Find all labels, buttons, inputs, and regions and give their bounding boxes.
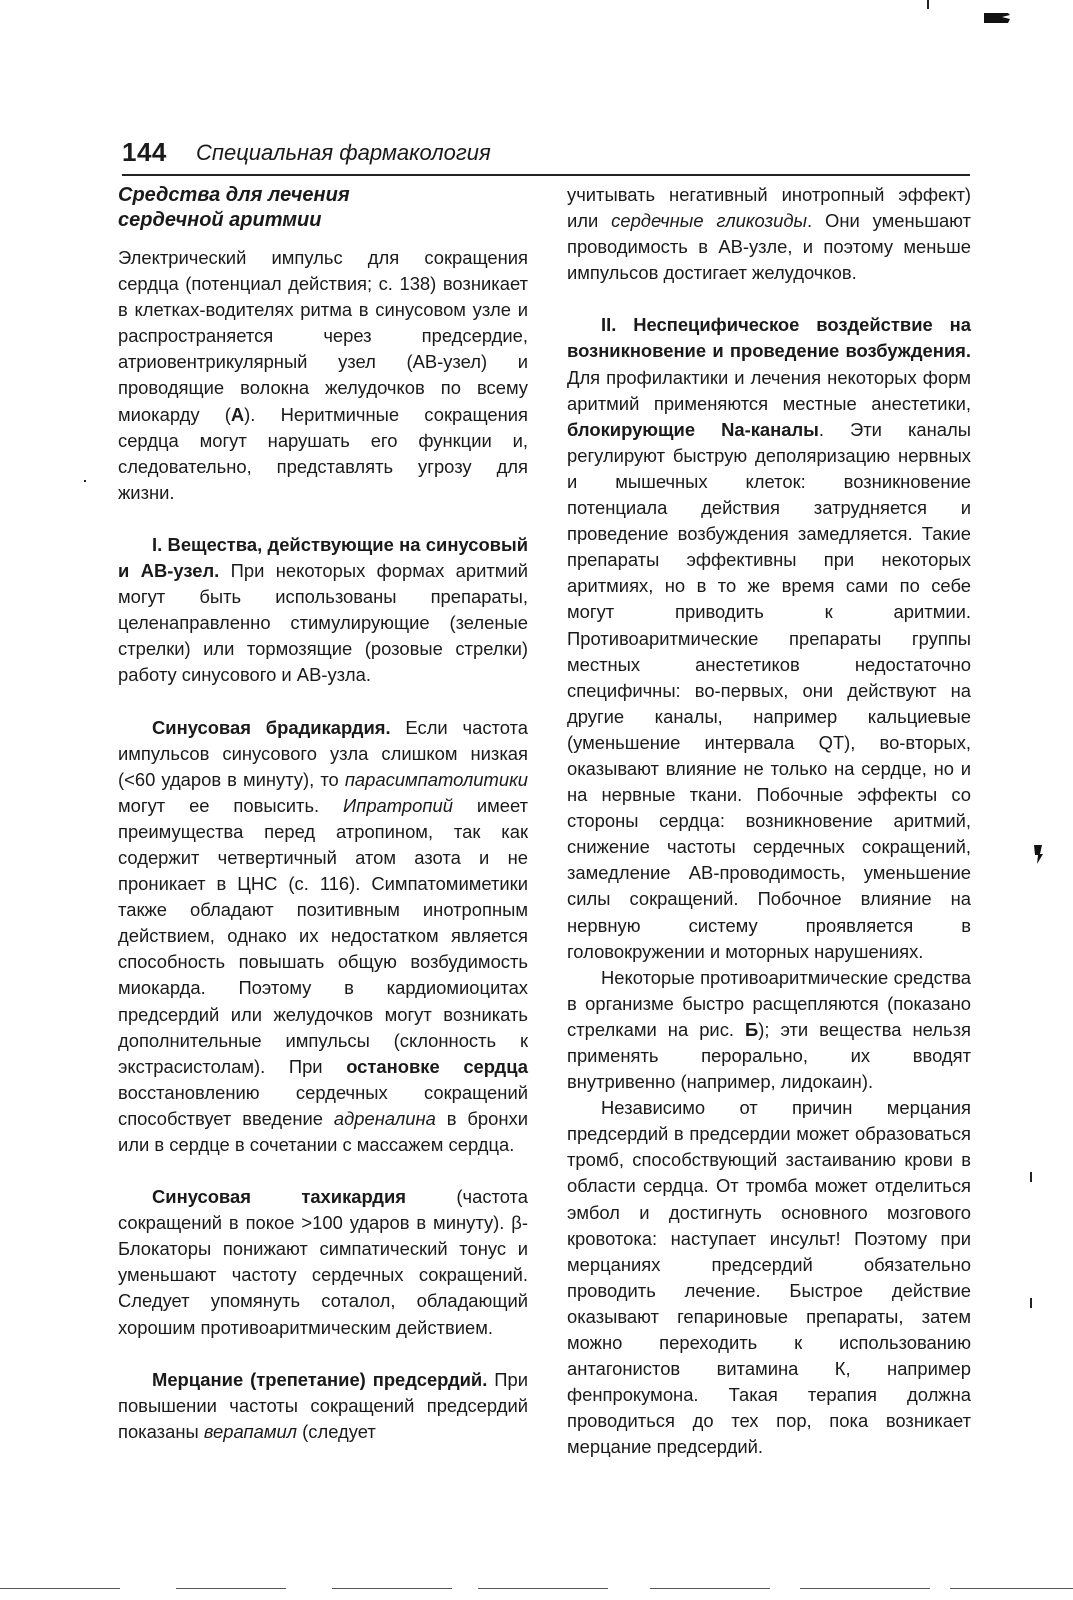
paragraph-bradycardia: Синусовая брадикардия. Если частота импульсов синусового узла слишком низкая (<60 ударов в минуту), то парасимпатолитики могут ее повысить. Ипратропий имеет преимущества перед атропином, так как содержит четвертичный атом азота и не проникает в ЦНС (с. 116). Симпатомиметики также обладают позитивным инотропным действием, однако их недостатком является способность повышать общую возбудимость миокарда. Поэтому в кардиомиоцитах предсердий или желудочков могут возникать дополнительные импульсы (склонность к экстрасистолам). При остановке сердца восстановлению сердечных сокращений способствует введение адреналина в бронхи или в сердце в сочетании с массажем сердца.: [118, 716, 529, 1155]
paragraph-nonspecific: II. Неспецифическое воздействие на возникновение и проведение возбуждения. Для профилактики и лечения некоторых форм аритмий применяются местные анестетики, блокирующие Na-каналы. Эти каналы регулируют быструю деполяризацию нервных и мышечных клеток: возникновение потенциала действия затрудняется и проведение возбуждения замедляется. Такие препараты эффективны при некоторых аритмиях, но в то же время сами по себе могут приводить к аритмии. Противоаритмические препараты группы местных анестетиков недостаточно специфичны: во-первых, они действуют на другие каналы, например кальциевые (уменьшение интервала QT), во-вторых, оказывают влияние не только на сердце, но и на нервные ткани. Побочные эффекты со стороны сердца: возникновение аритмий, снижение частоты сердечных сокращений, замедление АВ-проводимость, уменьшение силы сокращений. Побочное влияние на нервную систему проявляется в головокружении и моторных нарушениях.: [567, 314, 971, 962]
paragraph-heading: Синусовая тахикардия: [152, 1186, 407, 1208]
paragraph-atrial-fibrillation: Мерцание (трепетание) предсердий. При повышении частоты сокращений предсердий показаны верапамил (следует: [118, 1368, 528, 1442]
footer-line: [0, 1588, 120, 1589]
paragraph-continued: учитывать негативный инотропный эффект) или сердечные гликозиды. Они уменьшают проводимость в АВ-узле, и поэтому меньше импульсов достигает желудочков.: [567, 184, 971, 284]
corner-tick-mark: [927, 0, 929, 9]
paragraph-thrombus: Независимо от причин мерцания предсердий в предсердии может образоваться тромб, способствующий застаиванию крови в области сердца. От тромба может отделиться эмбол и достигнуть основного мозгового кровотока: наступает инсульт! Поэтому при мерцаниях предсердий обязательно проводить лечение. Быстрое действие оказывают гепариновые препараты, затем можно переходить к использованию антагонистов витамина К, например фенпрокумона. Такая терапия должна проводиться до тех пор, пока возникает мерцание предсердий.: [567, 1097, 971, 1458]
footer-line: [800, 1588, 930, 1589]
figure-ref-b: Б: [745, 1018, 759, 1040]
figure-ref-a: А: [230, 403, 245, 425]
footer-line: [332, 1588, 452, 1589]
paragraph-intro: Электрический импульс для сокращения сердца (потенциал действия; с. 138) возникает в клетках-водителях ритма в синусовом узле и распространяется через предсердие, атриовентрикулярный узел (АВ-узел) и проводящие волокна желудочков по всему миокарду (А). Неритмичные сокращения сердца могут нарушать его функции и, следовательно, представлять угрозу для жизни.: [118, 247, 528, 503]
paragraph-sinus-av: I. Вещества, действующие на синусовый и АВ-узел. При некоторых формах аритмий могут быть использованы препараты, целенаправленно стимулирующие (зеленые стрелки) или тормозящие (розовые стрелки) работу синусового и АВ-узла.: [118, 533, 528, 686]
footer-line: [950, 1588, 1073, 1589]
running-title: Специальная фармакология: [196, 140, 491, 165]
margin-tick: [1030, 1172, 1032, 1182]
section-title-line-1: Средства для лечения: [118, 184, 350, 206]
paragraph-heading: Синусовая брадикардия.: [152, 716, 391, 738]
paragraph-heading: II. Неспецифическое воздействие на возникновение и проведение возбуждения.: [567, 314, 971, 362]
left-column: [118, 183, 528, 1445]
margin-ink-mark: [1030, 842, 1046, 866]
corner-scan-mark: [982, 10, 1012, 26]
margin-tick: [1030, 1298, 1032, 1308]
footer-line: [176, 1588, 286, 1589]
footer-line: [650, 1588, 770, 1589]
section-title-line-2: сердечной аритмии: [118, 209, 322, 231]
paragraph-tachycardia: Синусовая тахикардия (частота сокращений в покое >100 ударов в минуту). β-Блокаторы понижают симпатический тонус и уменьшают частоту сердечных сокращений. Следует упомянуть соталол, обладающий хорошим противоаритмическим действием.: [118, 1186, 528, 1338]
paragraph-heading: I. Вещества, действующие на синусовый и АВ-узел.: [118, 533, 528, 582]
page-number: 144: [122, 137, 167, 167]
paragraph-degradation: Некоторые противоаритмические средства в организме быстро расщепляются (показано стрелками на рис. Б); эти вещества нельзя применять перорально, их вводят внутривенно (например, лидокаин).: [567, 966, 971, 1093]
section-title: [118, 183, 528, 233]
margin-dot: [84, 480, 86, 482]
paragraph-heading: Мерцание (трепетание) предсердий.: [152, 1368, 488, 1390]
footer-line: [478, 1588, 608, 1589]
page-header: [122, 134, 970, 176]
right-column: [567, 182, 971, 1461]
